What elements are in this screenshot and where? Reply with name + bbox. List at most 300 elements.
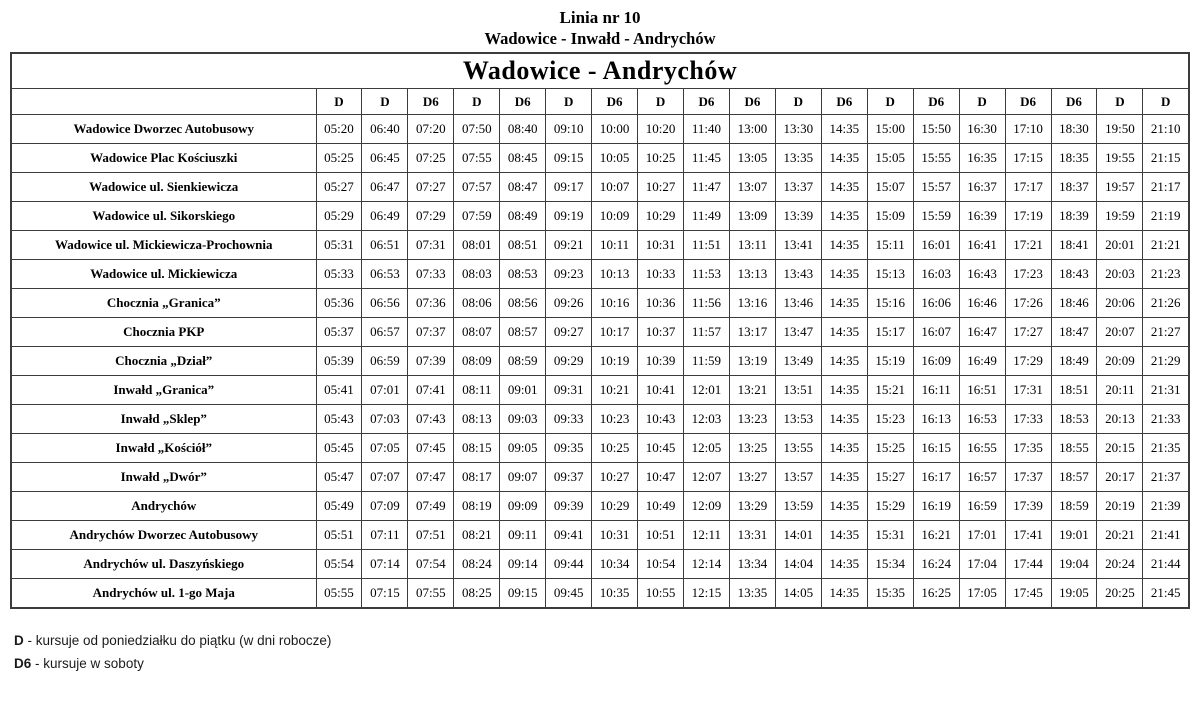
time-cell: 09:27 — [546, 318, 592, 347]
time-cell: 17:45 — [1005, 579, 1051, 609]
time-cell: 13:51 — [775, 376, 821, 405]
time-cell: 13:00 — [729, 115, 775, 144]
time-cell: 14:35 — [821, 492, 867, 521]
time-cell: 20:03 — [1097, 260, 1143, 289]
time-cell: 17:19 — [1005, 202, 1051, 231]
time-cell: 21:35 — [1143, 434, 1189, 463]
time-cell: 18:51 — [1051, 376, 1097, 405]
table-row — [11, 405, 1189, 434]
time-cell: 08:15 — [454, 434, 500, 463]
time-cell: 10:31 — [592, 521, 638, 550]
time-cell: 10:16 — [592, 289, 638, 318]
time-cell: 07:31 — [408, 231, 454, 260]
time-cell: 10:07 — [592, 173, 638, 202]
time-cell: 07:59 — [454, 202, 500, 231]
time-cell: 07:03 — [362, 405, 408, 434]
time-cell: 09:11 — [500, 521, 546, 550]
time-cell: 07:49 — [408, 492, 454, 521]
time-cell: 12:15 — [684, 579, 730, 609]
day-code-header: D — [362, 89, 408, 115]
time-cell: 21:41 — [1143, 521, 1189, 550]
stop-name: Andrychów ul. 1-go Maja — [11, 579, 316, 609]
time-cell: 18:47 — [1051, 318, 1097, 347]
time-cell: 18:55 — [1051, 434, 1097, 463]
time-cell: 16:06 — [913, 289, 959, 318]
time-cell: 13:17 — [729, 318, 775, 347]
time-cell: 15:11 — [867, 231, 913, 260]
time-cell: 10:36 — [638, 289, 684, 318]
time-cell: 10:45 — [638, 434, 684, 463]
route-subtitle: Wadowice - Inwałd - Andrychów — [484, 29, 716, 48]
time-cell: 15:07 — [867, 173, 913, 202]
time-cell: 08:09 — [454, 347, 500, 376]
time-cell: 21:31 — [1143, 376, 1189, 405]
time-cell: 10:54 — [638, 550, 684, 579]
time-cell: 07:41 — [408, 376, 454, 405]
time-cell: 08:06 — [454, 289, 500, 318]
time-cell: 16:19 — [913, 492, 959, 521]
time-cell: 15:05 — [867, 144, 913, 173]
time-cell: 15:31 — [867, 521, 913, 550]
time-cell: 20:24 — [1097, 550, 1143, 579]
time-cell: 08:24 — [454, 550, 500, 579]
time-cell: 20:01 — [1097, 231, 1143, 260]
time-cell: 12:03 — [684, 405, 730, 434]
time-cell: 13:41 — [775, 231, 821, 260]
time-cell: 11:45 — [684, 144, 730, 173]
time-cell: 05:25 — [316, 144, 362, 173]
time-cell: 15:59 — [913, 202, 959, 231]
time-cell: 08:21 — [454, 521, 500, 550]
time-cell: 16:21 — [913, 521, 959, 550]
time-cell: 16:43 — [959, 260, 1005, 289]
time-cell: 08:11 — [454, 376, 500, 405]
stop-name: Inwałd „Kościół” — [11, 434, 316, 463]
time-cell: 10:29 — [638, 202, 684, 231]
time-cell: 05:47 — [316, 463, 362, 492]
time-cell: 19:55 — [1097, 144, 1143, 173]
time-cell: 10:31 — [638, 231, 684, 260]
time-cell: 14:35 — [821, 144, 867, 173]
stop-name: Chocznia „Granica” — [11, 289, 316, 318]
time-cell: 10:17 — [592, 318, 638, 347]
time-cell: 11:59 — [684, 347, 730, 376]
time-cell: 14:35 — [821, 521, 867, 550]
time-cell: 14:35 — [821, 434, 867, 463]
time-cell: 09:35 — [546, 434, 592, 463]
time-cell: 07:01 — [362, 376, 408, 405]
time-cell: 16:46 — [959, 289, 1005, 318]
time-cell: 05:36 — [316, 289, 362, 318]
legend-term-d: D — [14, 633, 24, 648]
time-cell: 08:07 — [454, 318, 500, 347]
time-cell: 13:34 — [729, 550, 775, 579]
day-code-header: D6 — [684, 89, 730, 115]
time-cell: 20:15 — [1097, 434, 1143, 463]
day-code-header: D6 — [500, 89, 546, 115]
time-cell: 17:21 — [1005, 231, 1051, 260]
time-cell: 10:05 — [592, 144, 638, 173]
legend-desc-d: - kursuje od poniedziałku do piątku (w dni robocze) — [27, 633, 332, 648]
title-block — [0, 0, 1200, 49]
time-cell: 07:39 — [408, 347, 454, 376]
time-cell: 07:33 — [408, 260, 454, 289]
time-cell: 17:27 — [1005, 318, 1051, 347]
time-cell: 16:17 — [913, 463, 959, 492]
day-code-header: D — [775, 89, 821, 115]
time-cell: 06:53 — [362, 260, 408, 289]
time-cell: 15:13 — [867, 260, 913, 289]
time-cell: 15:57 — [913, 173, 959, 202]
time-cell: 13:13 — [729, 260, 775, 289]
time-cell: 08:45 — [500, 144, 546, 173]
time-cell: 09:01 — [500, 376, 546, 405]
time-cell: 19:57 — [1097, 173, 1143, 202]
time-cell: 06:49 — [362, 202, 408, 231]
time-cell: 14:35 — [821, 347, 867, 376]
time-cell: 07:36 — [408, 289, 454, 318]
time-cell: 15:21 — [867, 376, 913, 405]
time-cell: 10:51 — [638, 521, 684, 550]
time-cell: 15:17 — [867, 318, 913, 347]
time-cell: 18:37 — [1051, 173, 1097, 202]
time-cell: 17:39 — [1005, 492, 1051, 521]
time-cell: 18:53 — [1051, 405, 1097, 434]
time-cell: 13:35 — [775, 144, 821, 173]
day-code-header: D6 — [592, 89, 638, 115]
table-row — [11, 318, 1189, 347]
time-cell: 07:11 — [362, 521, 408, 550]
time-cell: 20:25 — [1097, 579, 1143, 609]
time-cell: 05:51 — [316, 521, 362, 550]
time-cell: 16:57 — [959, 463, 1005, 492]
time-cell: 15:34 — [867, 550, 913, 579]
time-cell: 10:37 — [638, 318, 684, 347]
time-cell: 10:35 — [592, 579, 638, 609]
time-cell: 16:41 — [959, 231, 1005, 260]
time-cell: 08:47 — [500, 173, 546, 202]
time-cell: 13:57 — [775, 463, 821, 492]
time-cell: 07:20 — [408, 115, 454, 144]
day-code-header: D — [454, 89, 500, 115]
time-cell: 14:35 — [821, 231, 867, 260]
time-cell: 19:04 — [1051, 550, 1097, 579]
time-cell: 20:06 — [1097, 289, 1143, 318]
time-cell: 17:33 — [1005, 405, 1051, 434]
time-cell: 15:55 — [913, 144, 959, 173]
time-cell: 07:47 — [408, 463, 454, 492]
time-cell: 05:37 — [316, 318, 362, 347]
time-cell: 10:47 — [638, 463, 684, 492]
time-cell: 13:23 — [729, 405, 775, 434]
time-cell: 08:53 — [500, 260, 546, 289]
time-cell: 09:21 — [546, 231, 592, 260]
time-cell: 12:07 — [684, 463, 730, 492]
time-cell: 18:49 — [1051, 347, 1097, 376]
time-cell: 08:13 — [454, 405, 500, 434]
time-cell: 09:37 — [546, 463, 592, 492]
time-cell: 05:29 — [316, 202, 362, 231]
time-cell: 12:11 — [684, 521, 730, 550]
time-cell: 07:37 — [408, 318, 454, 347]
time-cell: 09:39 — [546, 492, 592, 521]
time-cell: 18:46 — [1051, 289, 1097, 318]
time-cell: 11:47 — [684, 173, 730, 202]
time-cell: 15:23 — [867, 405, 913, 434]
time-cell: 16:37 — [959, 173, 1005, 202]
time-cell: 21:21 — [1143, 231, 1189, 260]
table-row — [11, 434, 1189, 463]
time-cell: 16:35 — [959, 144, 1005, 173]
stop-name: Wadowice ul. Sienkiewicza — [11, 173, 316, 202]
time-cell: 08:57 — [500, 318, 546, 347]
stop-name: Chocznia „Dział” — [11, 347, 316, 376]
time-cell: 09:14 — [500, 550, 546, 579]
table-row — [11, 173, 1189, 202]
time-cell: 13:29 — [729, 492, 775, 521]
time-cell: 15:50 — [913, 115, 959, 144]
time-cell: 17:04 — [959, 550, 1005, 579]
time-cell: 12:05 — [684, 434, 730, 463]
time-cell: 21:37 — [1143, 463, 1189, 492]
time-cell: 15:00 — [867, 115, 913, 144]
time-cell: 18:57 — [1051, 463, 1097, 492]
time-cell: 21:26 — [1143, 289, 1189, 318]
legend-term-d6: D6 — [14, 656, 32, 671]
time-cell: 07:09 — [362, 492, 408, 521]
time-cell: 16:39 — [959, 202, 1005, 231]
table-row — [11, 463, 1189, 492]
time-cell: 09:03 — [500, 405, 546, 434]
stop-name: Wadowice ul. Sikorskiego — [11, 202, 316, 231]
time-cell: 19:05 — [1051, 579, 1097, 609]
time-cell: 13:30 — [775, 115, 821, 144]
table-row — [11, 115, 1189, 144]
stop-name: Inwałd „Dwór” — [11, 463, 316, 492]
time-cell: 09:29 — [546, 347, 592, 376]
time-cell: 17:37 — [1005, 463, 1051, 492]
time-cell: 08:01 — [454, 231, 500, 260]
time-cell: 16:25 — [913, 579, 959, 609]
time-cell: 13:25 — [729, 434, 775, 463]
day-code-header: D — [867, 89, 913, 115]
time-cell: 17:26 — [1005, 289, 1051, 318]
time-cell: 19:59 — [1097, 202, 1143, 231]
time-cell: 21:15 — [1143, 144, 1189, 173]
stop-name: Wadowice ul. Mickiewicza — [11, 260, 316, 289]
stop-name: Chocznia PKP — [11, 318, 316, 347]
time-cell: 18:30 — [1051, 115, 1097, 144]
time-cell: 16:09 — [913, 347, 959, 376]
time-cell: 21:17 — [1143, 173, 1189, 202]
time-cell: 05:41 — [316, 376, 362, 405]
legend-item-d — [14, 629, 1200, 652]
time-cell: 10:55 — [638, 579, 684, 609]
time-cell: 16:55 — [959, 434, 1005, 463]
stop-name: Wadowice Plac Kościuszki — [11, 144, 316, 173]
table-row — [11, 579, 1189, 609]
direction-header-row — [11, 53, 1189, 89]
time-cell: 21:23 — [1143, 260, 1189, 289]
time-cell: 20:19 — [1097, 492, 1143, 521]
time-cell: 16:15 — [913, 434, 959, 463]
time-cell: 16:24 — [913, 550, 959, 579]
legend-item-d6 — [14, 652, 1200, 675]
day-code-header: D6 — [913, 89, 959, 115]
time-cell: 06:40 — [362, 115, 408, 144]
time-cell: 10:49 — [638, 492, 684, 521]
day-code-header: D6 — [1005, 89, 1051, 115]
time-cell: 05:20 — [316, 115, 362, 144]
time-cell: 10:41 — [638, 376, 684, 405]
time-cell: 17:29 — [1005, 347, 1051, 376]
time-cell: 07:55 — [408, 579, 454, 609]
line-title: Linia nr 10 — [559, 8, 641, 27]
time-cell: 16:03 — [913, 260, 959, 289]
time-cell: 17:23 — [1005, 260, 1051, 289]
time-cell: 07:29 — [408, 202, 454, 231]
time-cell: 05:54 — [316, 550, 362, 579]
time-cell: 21:10 — [1143, 115, 1189, 144]
time-cell: 12:14 — [684, 550, 730, 579]
time-cell: 05:49 — [316, 492, 362, 521]
time-cell: 14:35 — [821, 550, 867, 579]
time-cell: 06:57 — [362, 318, 408, 347]
time-cell: 08:25 — [454, 579, 500, 609]
time-cell: 17:41 — [1005, 521, 1051, 550]
time-cell: 14:35 — [821, 289, 867, 318]
time-cell: 13:27 — [729, 463, 775, 492]
time-cell: 10:19 — [592, 347, 638, 376]
time-cell: 21:29 — [1143, 347, 1189, 376]
time-cell: 08:49 — [500, 202, 546, 231]
time-cell: 17:17 — [1005, 173, 1051, 202]
time-cell: 08:51 — [500, 231, 546, 260]
time-cell: 10:33 — [638, 260, 684, 289]
time-cell: 16:51 — [959, 376, 1005, 405]
time-cell: 07:14 — [362, 550, 408, 579]
time-cell: 06:45 — [362, 144, 408, 173]
time-cell: 21:44 — [1143, 550, 1189, 579]
time-cell: 11:51 — [684, 231, 730, 260]
time-cell: 09:19 — [546, 202, 592, 231]
time-cell: 05:27 — [316, 173, 362, 202]
time-cell: 06:59 — [362, 347, 408, 376]
time-cell: 13:46 — [775, 289, 821, 318]
stop-name: Andrychów ul. Daszyńskiego — [11, 550, 316, 579]
time-cell: 15:16 — [867, 289, 913, 318]
time-cell: 14:35 — [821, 405, 867, 434]
time-cell: 13:59 — [775, 492, 821, 521]
time-cell: 13:07 — [729, 173, 775, 202]
time-cell: 13:39 — [775, 202, 821, 231]
time-cell: 11:57 — [684, 318, 730, 347]
time-cell: 11:53 — [684, 260, 730, 289]
time-cell: 17:44 — [1005, 550, 1051, 579]
time-cell: 18:43 — [1051, 260, 1097, 289]
time-cell: 07:27 — [408, 173, 454, 202]
table-row — [11, 521, 1189, 550]
table-row — [11, 289, 1189, 318]
time-cell: 14:35 — [821, 260, 867, 289]
time-cell: 18:41 — [1051, 231, 1097, 260]
time-cell: 14:35 — [821, 173, 867, 202]
time-cell: 13:19 — [729, 347, 775, 376]
time-cell: 16:59 — [959, 492, 1005, 521]
time-cell: 16:30 — [959, 115, 1005, 144]
time-cell: 07:45 — [408, 434, 454, 463]
time-cell: 21:33 — [1143, 405, 1189, 434]
time-cell: 21:45 — [1143, 579, 1189, 609]
time-cell: 09:33 — [546, 405, 592, 434]
legend-desc-d6: - kursuje w soboty — [35, 656, 144, 671]
time-cell: 09:15 — [546, 144, 592, 173]
stop-name: Andrychów — [11, 492, 316, 521]
time-cell: 05:43 — [316, 405, 362, 434]
time-cell: 17:10 — [1005, 115, 1051, 144]
table-row — [11, 550, 1189, 579]
day-code-header: D — [1143, 89, 1189, 115]
stop-name: Inwałd „Granica” — [11, 376, 316, 405]
table-row — [11, 231, 1189, 260]
time-cell: 07:57 — [454, 173, 500, 202]
time-cell: 16:01 — [913, 231, 959, 260]
time-cell: 13:31 — [729, 521, 775, 550]
time-cell: 09:26 — [546, 289, 592, 318]
time-cell: 09:17 — [546, 173, 592, 202]
time-cell: 10:34 — [592, 550, 638, 579]
time-cell: 09:41 — [546, 521, 592, 550]
time-cell: 20:11 — [1097, 376, 1143, 405]
time-cell: 13:11 — [729, 231, 775, 260]
time-cell: 14:35 — [821, 115, 867, 144]
time-cell: 08:03 — [454, 260, 500, 289]
time-cell: 08:40 — [500, 115, 546, 144]
time-cell: 07:15 — [362, 579, 408, 609]
time-cell: 18:39 — [1051, 202, 1097, 231]
time-cell: 14:04 — [775, 550, 821, 579]
time-cell: 07:43 — [408, 405, 454, 434]
time-cell: 05:55 — [316, 579, 362, 609]
time-cell: 10:09 — [592, 202, 638, 231]
time-cell: 10:27 — [592, 463, 638, 492]
time-cell: 10:11 — [592, 231, 638, 260]
time-cell: 09:31 — [546, 376, 592, 405]
legend — [14, 629, 1200, 675]
time-cell: 07:54 — [408, 550, 454, 579]
time-cell: 17:01 — [959, 521, 1005, 550]
time-cell: 07:25 — [408, 144, 454, 173]
time-cell: 14:35 — [821, 579, 867, 609]
time-cell: 09:07 — [500, 463, 546, 492]
time-cell: 09:09 — [500, 492, 546, 521]
time-cell: 15:27 — [867, 463, 913, 492]
time-cell: 09:23 — [546, 260, 592, 289]
stop-name: Inwałd „Sklep” — [11, 405, 316, 434]
corner-cell — [11, 89, 316, 115]
time-cell: 11:56 — [684, 289, 730, 318]
stop-name: Wadowice ul. Mickiewicza-Prochownia — [11, 231, 316, 260]
day-code-header: D — [1097, 89, 1143, 115]
time-cell: 16:47 — [959, 318, 1005, 347]
time-cell: 10:20 — [638, 115, 684, 144]
time-cell: 20:09 — [1097, 347, 1143, 376]
time-cell: 12:01 — [684, 376, 730, 405]
direction-header: Wadowice - Andrychów — [11, 53, 1189, 89]
time-cell: 09:05 — [500, 434, 546, 463]
time-cell: 13:16 — [729, 289, 775, 318]
time-cell: 17:35 — [1005, 434, 1051, 463]
